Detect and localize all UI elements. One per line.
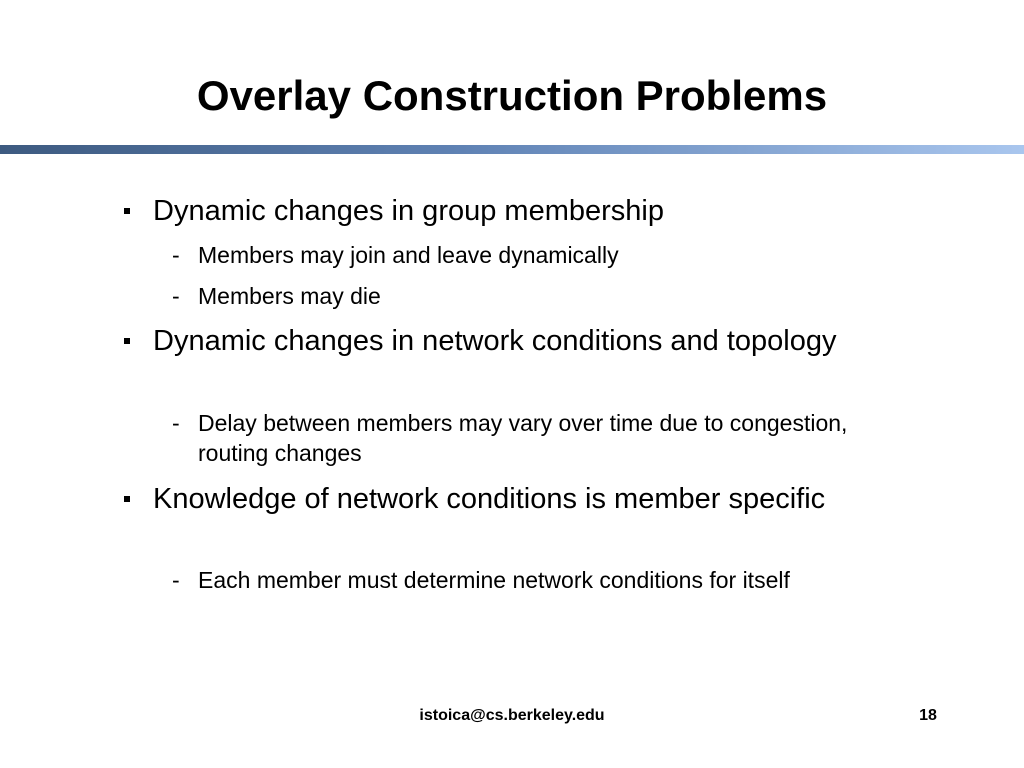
- dash-marker: -: [172, 410, 180, 436]
- square-bullet-icon: [124, 208, 130, 214]
- dash-marker: -: [172, 283, 180, 309]
- page-number: 18: [919, 707, 937, 724]
- square-bullet-icon: [124, 338, 130, 344]
- footer-email: istoica@cs.berkeley.edu: [419, 707, 605, 724]
- sub-bullet-text: Each member must determine network conditions for itself: [198, 567, 790, 593]
- sub-bullet-text: Members may die: [198, 283, 381, 309]
- bullet-text: Dynamic changes in group membership: [153, 195, 664, 227]
- dash-marker: -: [172, 242, 180, 268]
- slide-title: Overlay Construction Problems: [196, 72, 828, 119]
- bullet-text: Knowledge of network conditions is member specific: [153, 483, 826, 515]
- sub-bullet-text: Members may join and leave dynamically: [198, 242, 619, 268]
- sub-bullet-text: Delay between members may vary over time due to congestion, routing changes: [198, 410, 848, 466]
- square-bullet-icon: [124, 496, 130, 502]
- dash-marker: -: [172, 567, 180, 593]
- bullet-text: Dynamic changes in network conditions and topology: [153, 325, 837, 357]
